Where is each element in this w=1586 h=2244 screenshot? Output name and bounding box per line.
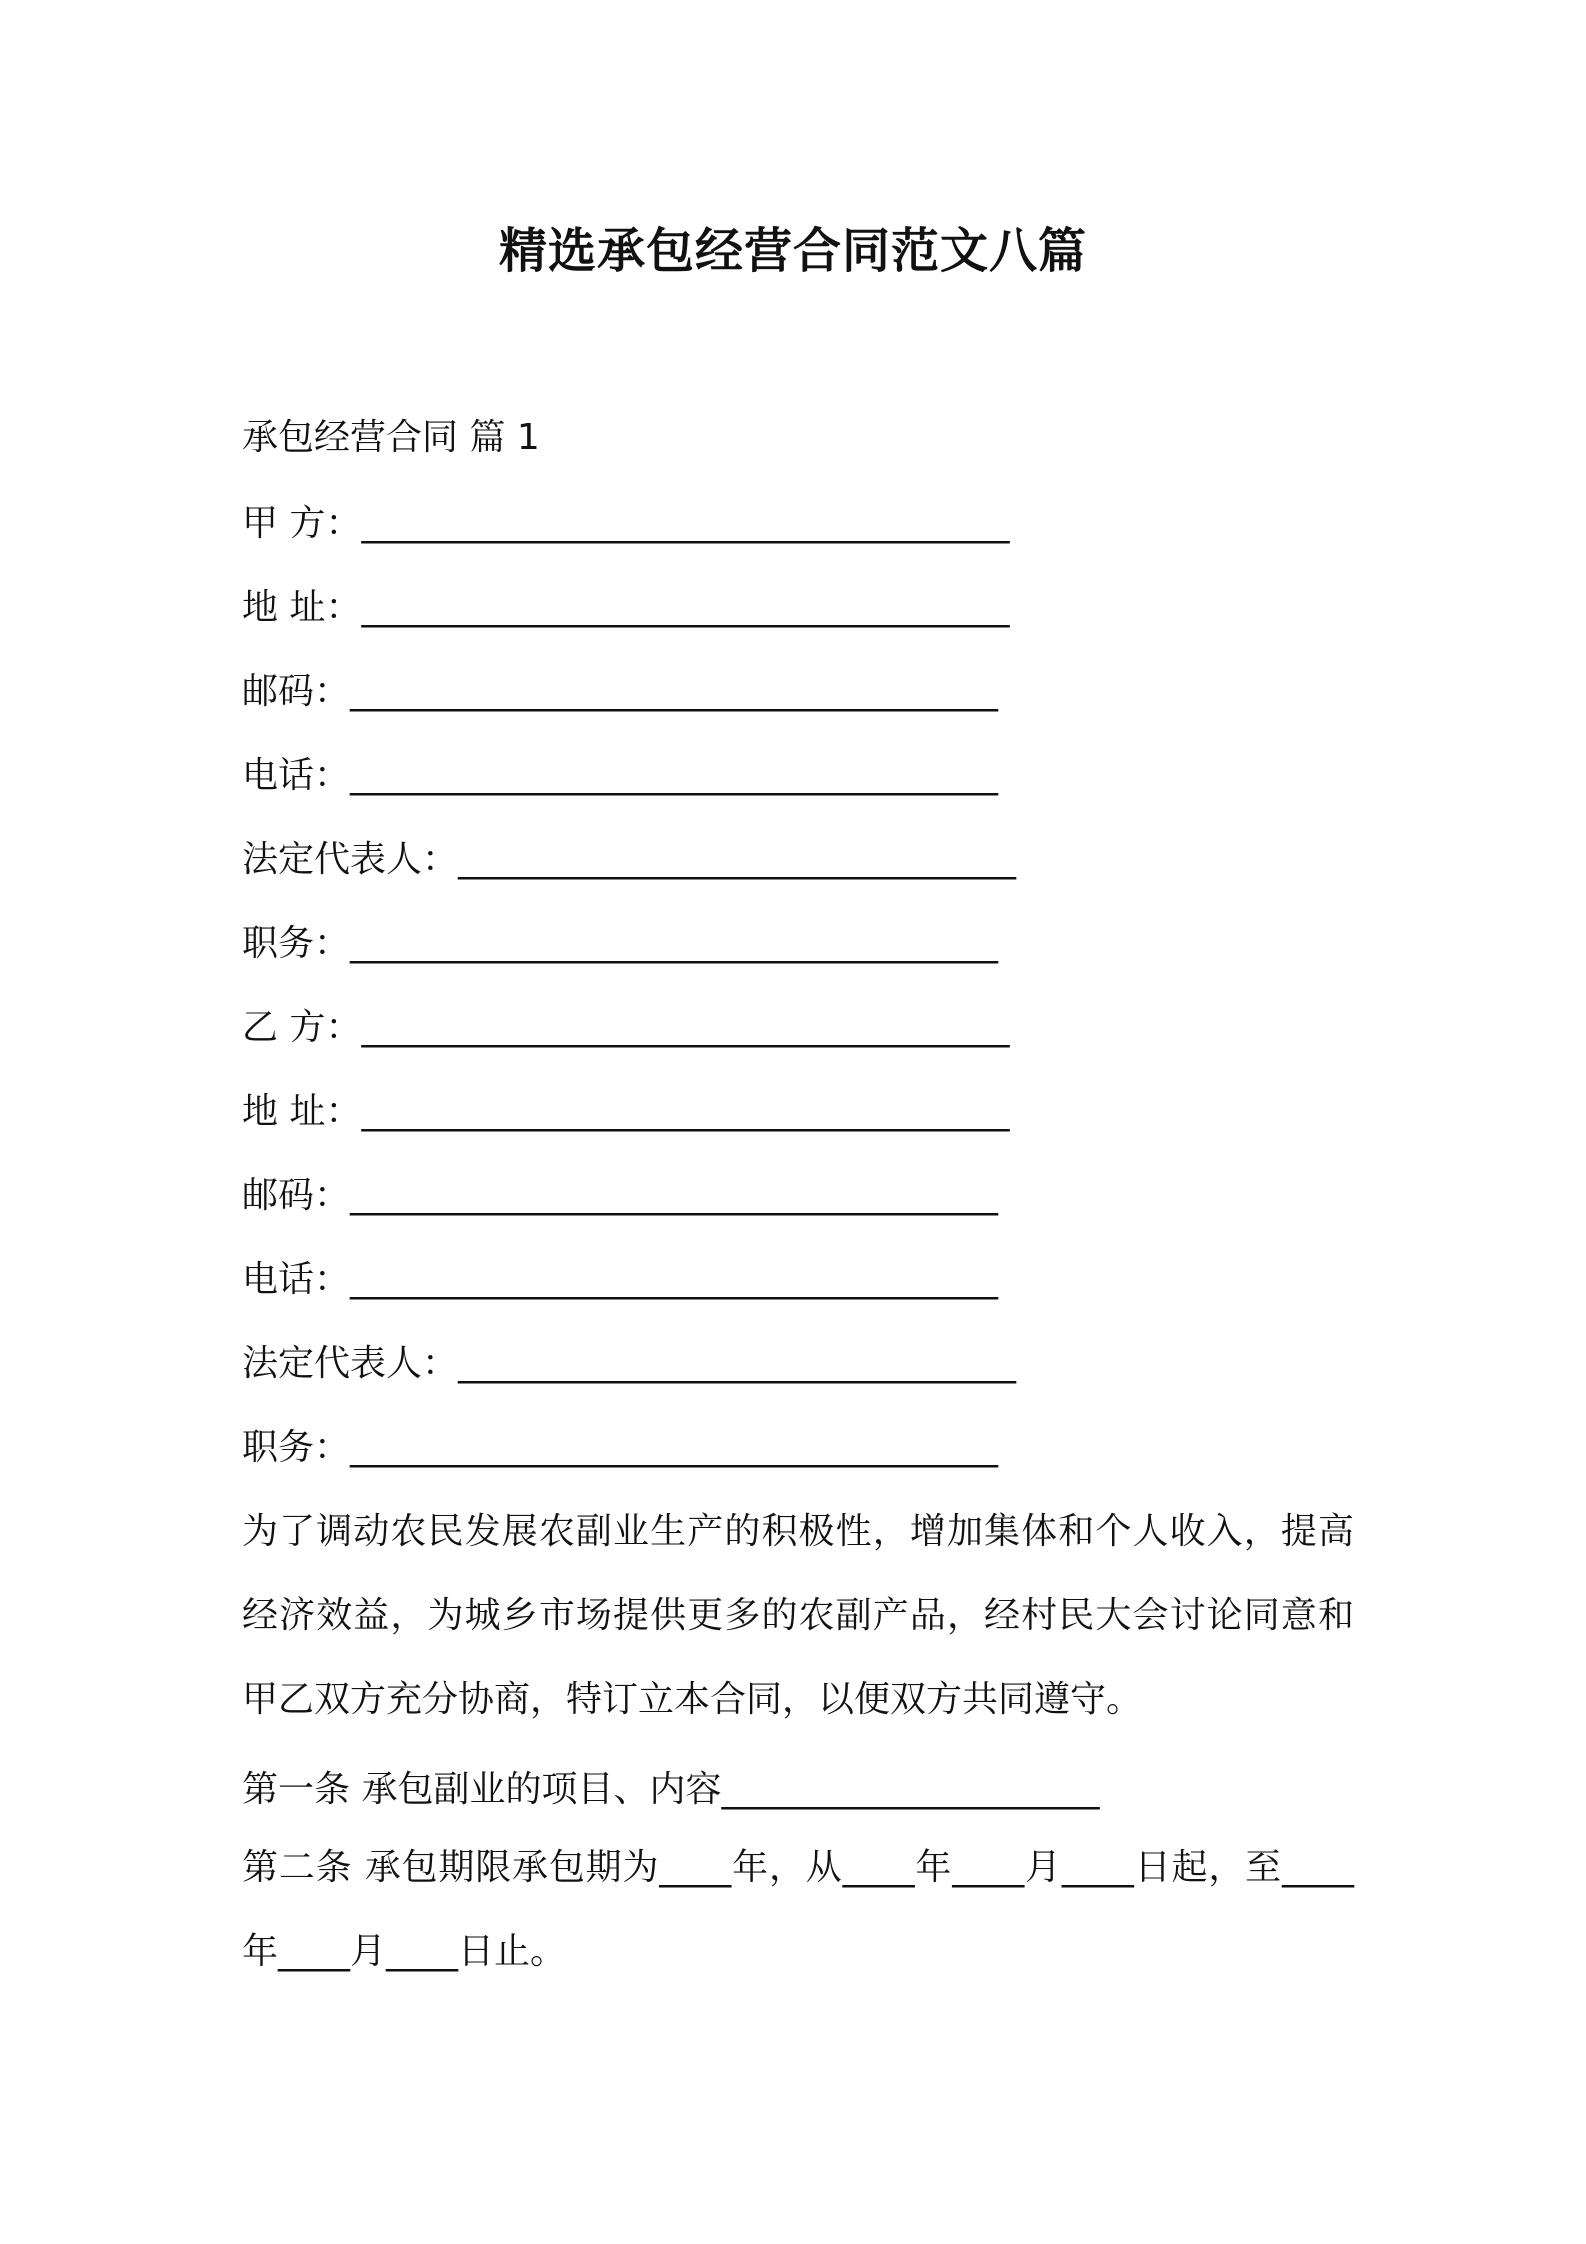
party-a-address-field: 地 址：____________________________________ bbox=[242, 587, 1010, 628]
party-b-legal-rep-field: 法定代表人：_______________________________ bbox=[242, 1343, 1017, 1384]
party-a-postcode-field: 邮码：____________________________________ bbox=[242, 671, 999, 712]
party-b-postcode-field: 邮码：____________________________________ bbox=[242, 1175, 999, 1216]
party-a-name-field: 甲 方：____________________________________ bbox=[242, 503, 1010, 544]
party-b-name-field: 乙 方：____________________________________ bbox=[242, 1007, 1010, 1048]
article-second: 第二条 承包期限承包期为____年，从____年____月____日起，至____年____月____日止。 bbox=[242, 1847, 1354, 1972]
article-first: 第一条 承包副业的项目、内容_____________________ bbox=[242, 1769, 1100, 1810]
party-a-legal-rep-field: 法定代表人：_______________________________ bbox=[242, 839, 1017, 880]
document-title: 精选承包经营合同范文八篇 bbox=[498, 223, 1087, 279]
party-b-phone-field: 电话：____________________________________ bbox=[242, 1259, 999, 1300]
party-a-position-field: 职务：____________________________________ bbox=[242, 923, 999, 964]
party-a-phone-field: 电话：____________________________________ bbox=[242, 755, 999, 796]
party-b-position-field: 职务：____________________________________ bbox=[242, 1427, 999, 1468]
party-b-address-field: 地 址：____________________________________ bbox=[242, 1091, 1010, 1132]
preamble-paragraph: 为了调动农民发展农副业生产的积极性，增加集体和个人收入，提高经济效益，为城乡市场提供更多的农副产品，经村民大会讨论同意和甲乙双方充分协商，特订立本合同，以便双方共同遵守。 bbox=[242, 1511, 1354, 1720]
section-heading: 承包经营合同 篇 1 bbox=[242, 417, 540, 458]
